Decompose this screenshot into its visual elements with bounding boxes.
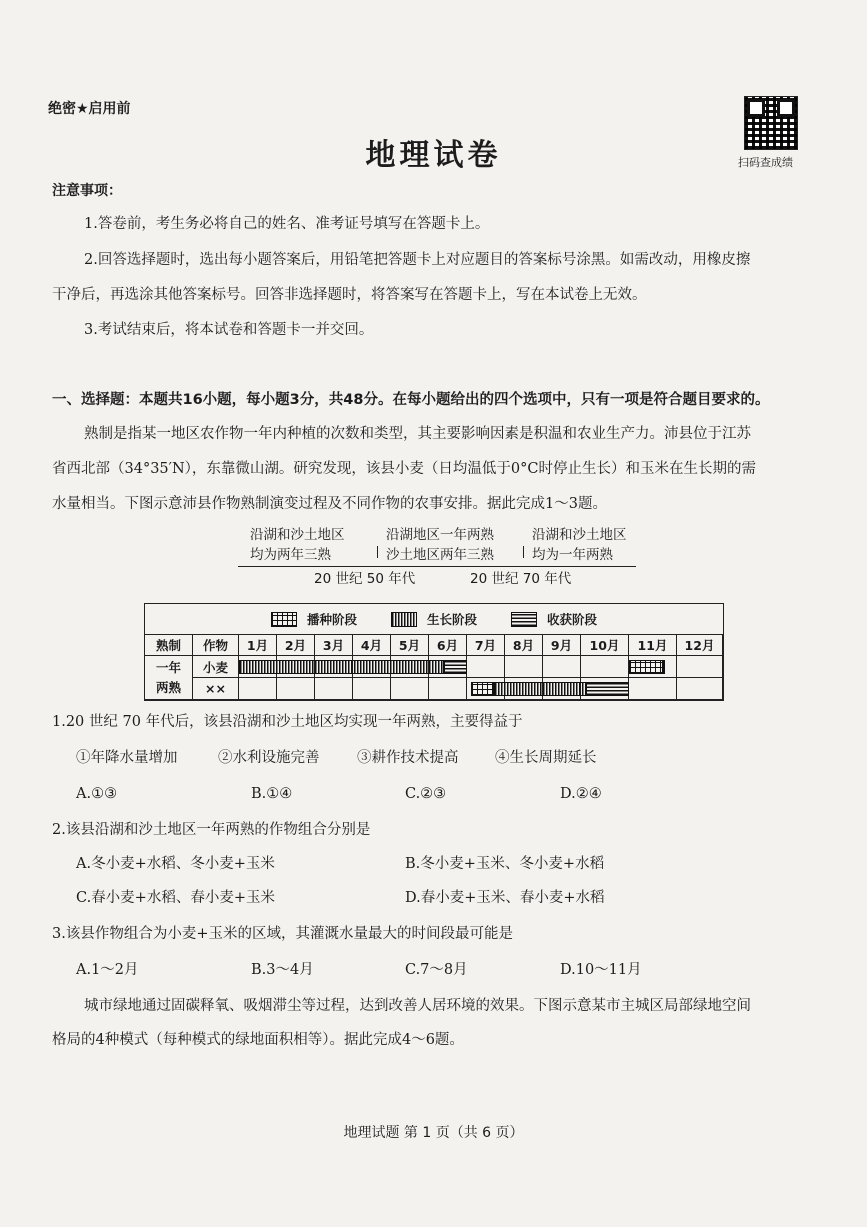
calendar-header-cell: 10月: [581, 634, 629, 656]
legend-harvest-swatch: [511, 612, 537, 627]
option: B.①④: [251, 786, 293, 802]
option: B.3～4月: [251, 962, 314, 978]
statement: ④生长周期延长: [495, 750, 597, 766]
option: C.7～8月: [405, 962, 468, 978]
calendar-legend: [145, 604, 723, 635]
calendar-month-cell: [277, 678, 315, 700]
option: C.春小麦+水稻、春小麦+玉米: [76, 890, 275, 906]
calendar-crop-cell: 小麦: [193, 656, 239, 678]
option: D.春小麦+玉米、春小麦+水稻: [405, 890, 605, 906]
note-item: 2.回答选择题时，选出每小题答案后，用铅笔把答题卡上对应题目的答案标号涂黑。如需改动，用橡皮擦: [84, 252, 751, 268]
statement: ③耕作技术提高: [357, 750, 459, 766]
notes-heading: 注意事项：: [52, 183, 122, 199]
timeline-stage3-line1: 沿湖和沙土地区: [532, 527, 627, 543]
legend-grow-swatch: [391, 612, 417, 627]
crop2-growing-bar: [494, 682, 586, 696]
calendar-month-cell: [391, 678, 429, 700]
calendar-month-cell: [353, 678, 391, 700]
calendar-month-cell: [677, 656, 723, 678]
option: D.10～11月: [560, 962, 642, 978]
timeline-tick: [523, 546, 524, 558]
wheat-growing-bar: [663, 660, 665, 674]
calendar-month-cell: [629, 678, 677, 700]
legend-sow-swatch: [271, 612, 297, 627]
timeline-mark-50s: 20 世纪 50 年代: [314, 571, 416, 587]
calendar-header-cell: 11月: [629, 634, 677, 656]
wheat-sowing-bar: [629, 660, 663, 674]
intro-line: 格局的4种模式（每种模式的绿地面积相等）。据此完成4～6题。: [52, 1032, 464, 1048]
timeline-stage3-line2: 均为一年两熟: [532, 547, 613, 563]
option: A.冬小麦+水稻、冬小麦+玉米: [76, 856, 275, 872]
wheat-growing-bar: [239, 660, 444, 674]
calendar-header-cell: 6月: [429, 634, 467, 656]
note-item: 3.考试结束后，将本试卷和答题卡一并交回。: [84, 322, 374, 338]
system-label-line: 两熟: [155, 679, 181, 695]
calendar-header-cell: 8月: [505, 634, 543, 656]
qr-code-icon[interactable]: [744, 96, 798, 150]
question-stem: 3.该县作物组合为小麦+玉米的区域，其灌溉水量最大的时间段最可能是: [52, 926, 513, 942]
timeline-stage2-line1: 沿湖地区一年两熟: [386, 527, 494, 543]
calendar-header-cell: 1月: [239, 634, 277, 656]
calendar-header-cell: 7月: [467, 634, 505, 656]
calendar-month-cell: [677, 678, 723, 700]
legend-sow-label: 播种阶段: [306, 612, 357, 627]
timeline-stage1-line1: 沿湖和沙土地区: [250, 527, 345, 543]
calendar-month-cell: [239, 678, 277, 700]
calendar-header-cell: 2月: [277, 634, 315, 656]
timeline-axis: [238, 566, 636, 567]
note-item: 干净后，再选涂其他答案标号。回答非选择题时，将答案写在答题卡上，写在本试卷上无效。: [52, 287, 647, 303]
confidential-label: 绝密★启用前: [48, 101, 131, 117]
calendar-month-cell: [581, 656, 629, 678]
statement: ①年降水量增加: [76, 750, 178, 766]
page-title: 地理试卷: [365, 138, 502, 173]
calendar-header-cell: 作物: [193, 634, 239, 656]
option: B.冬小麦+玉米、冬小麦+水稻: [405, 856, 605, 872]
intro-line: 城市绿地通过固碳释氧、吸烟滞尘等过程，达到改善人居环境的效果。下图示意某市主城区局部绿地空间: [84, 998, 751, 1014]
wheat-harvest-bar: [444, 660, 467, 674]
calendar-header-cell: 4月: [353, 634, 391, 656]
crop2-harvest-bar: [586, 682, 629, 696]
timeline-tick: [377, 546, 378, 558]
calendar-month-cell: [543, 656, 581, 678]
calendar-system-cell: [145, 656, 193, 700]
calendar-month-cell: [505, 656, 543, 678]
legend-grow-label: 生长阶段: [426, 612, 477, 627]
calendar-header-cell: 5月: [391, 634, 429, 656]
timeline-stage1-line2: 均为两年三熟: [250, 547, 331, 563]
option: A.①③: [76, 786, 118, 802]
calendar-crop-cell: ××: [193, 678, 239, 700]
calendar-header-cell: 9月: [543, 634, 581, 656]
crop2-sowing-bar: [471, 682, 494, 696]
qr-label: 扫码查成绩: [738, 156, 793, 169]
question-stem: 2.该县沿湖和沙土地区一年两熟的作物组合分别是: [52, 822, 371, 838]
statement: ②水利设施完善: [218, 750, 320, 766]
farming-calendar-table: [144, 603, 724, 701]
page-footer: 地理试题 第 1 页（共 6 页）: [343, 1125, 524, 1141]
section-heading: 一、选择题：本题共16小题，每小题3分，共48分。在每小题给出的四个选项中，只有一项是符合题目要求的。: [52, 392, 770, 408]
calendar-month-cell: [429, 678, 467, 700]
timeline-mark-70s: 20 世纪 70 年代: [470, 571, 572, 587]
calendar-header-cell: 3月: [315, 634, 353, 656]
note-item: 1.答卷前，考生务必将自己的姓名、准考证号填写在答题卡上。: [84, 216, 490, 232]
option: A.1～2月: [76, 962, 139, 978]
legend-harvest-label: 收获阶段: [547, 612, 598, 627]
intro-line: 水量相当。下图示意沛县作物熟制演变过程及不同作物的农事安排。据此完成1～3题。: [52, 496, 607, 512]
system-label-line: 一年: [155, 659, 181, 675]
question-stem: 1.20 世纪 70 年代后，该县沿湖和沙土地区均实现一年两熟，主要得益于: [52, 714, 523, 730]
calendar-header-cell: 12月: [677, 634, 723, 656]
calendar-header-cell: 熟制: [145, 634, 193, 656]
intro-line: 熟制是指某一地区农作物一年内种植的次数和类型，其主要影响因素是积温和农业生产力。沛县位于江苏: [84, 426, 751, 442]
option: D.②④: [560, 786, 602, 802]
option: C.②③: [405, 786, 447, 802]
intro-line: 省西北部（34°35′N），东靠微山湖。研究发现，该县小麦（日均温低于0°C时停止生长）和玉米在生长期的需: [52, 461, 756, 477]
calendar-month-cell: [315, 678, 353, 700]
calendar-month-cell: [467, 656, 505, 678]
timeline-stage2-line2: 沙土地区两年三熟: [386, 547, 494, 563]
